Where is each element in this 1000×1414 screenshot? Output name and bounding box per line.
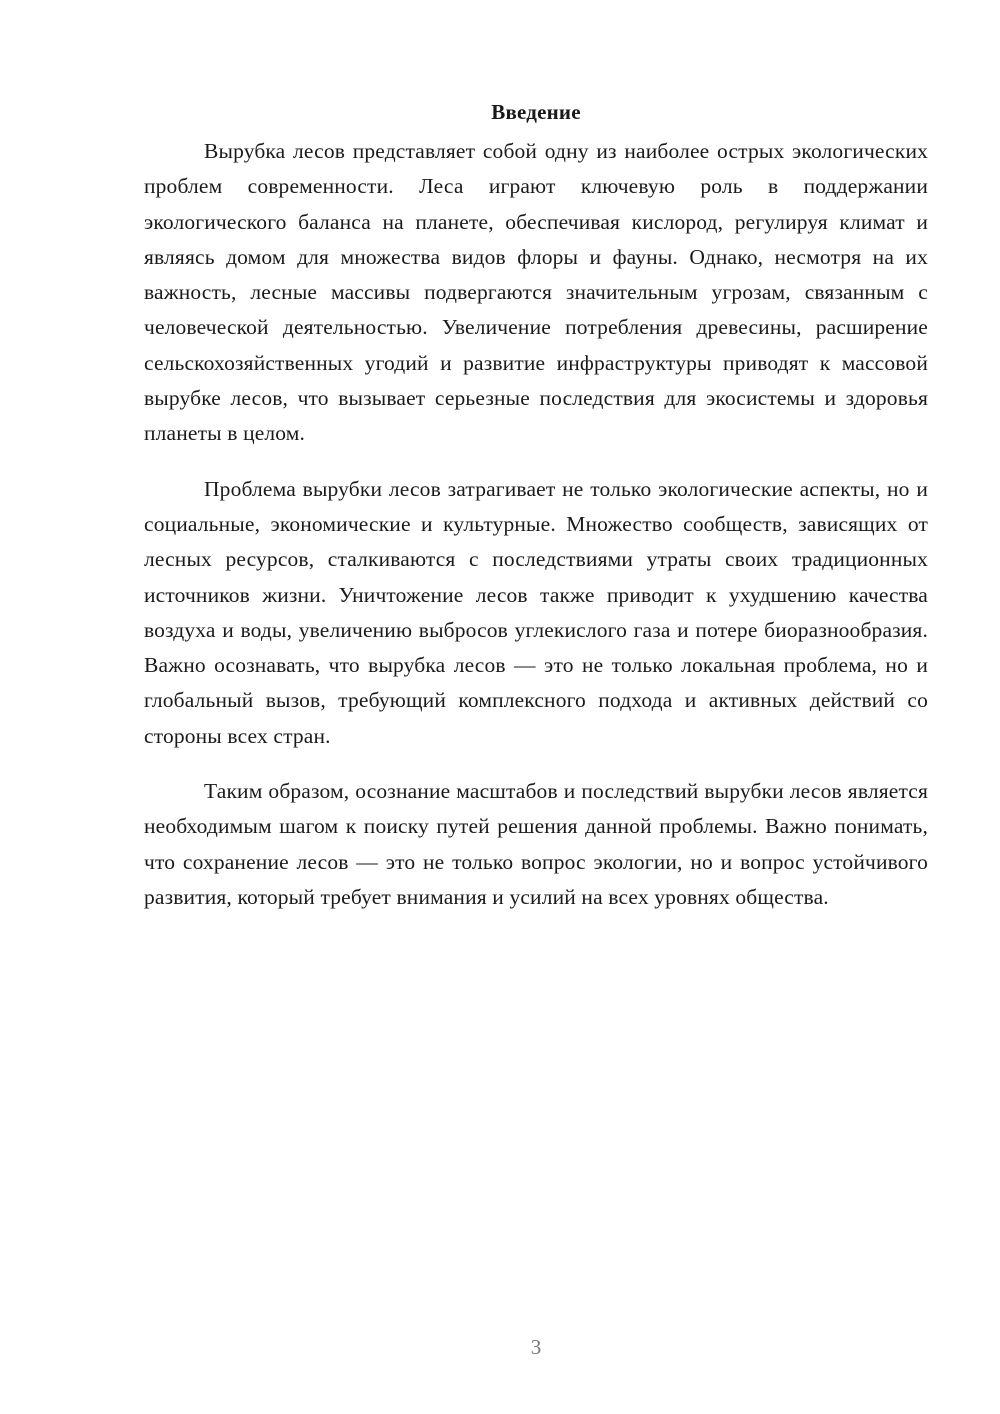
paragraph-1: Вырубка лесов представляет собой одну из наиболее острых экологических проблем современности. Леса играют ключевую роль в поддержании экологического баланса на планете, обеспечивая кислород, регулируя климат и являясь домом для множества видов флоры и фауны. Однако, несмотря на их важность, лесные массивы подвергаются значительным угрозам, связанным с человеческой деятельностью. Увеличение потребления древесины, расширение сельскохозяйственных угодий и развитие инфраструктуры приводят к массовой вырубке лесов, что вызывает серьезные последствия для экосистемы и здоровья планеты в целом. — [144, 139, 928, 446]
page-content — [144, 98, 928, 935]
paragraph-2: Проблема вырубки лесов затрагивает не только экологические аспекты, но и социальные, экономические и культурные. Множество сообществ, зависящих от лесных ресурсов, сталкиваются с последствиями утраты своих традиционных источников жизни. Уничтожение лесов также приводит к ухудшению качества воздуха и воды, увеличению выбросов углекислого газа и потере биоразнообразия. Важно осознавать, что вырубка лесов — это не только локальная проблема, но и глобальный вызов, требующий комплексного подхода и активных действий со стороны всех стран. — [144, 476, 928, 748]
page-number: 3 — [530, 1335, 542, 1359]
paragraph-3: Таким образом, осознание масштабов и последствий вырубки лесов является необходимым шагом к поиску путей решения данной проблемы. Важно понимать, что сохранение лесов — это не только вопрос экологии, но и вопрос устойчивого развития, который требует внимания и усилий на всех уровнях общества. — [144, 779, 928, 909]
section-title: Введение — [491, 100, 581, 124]
